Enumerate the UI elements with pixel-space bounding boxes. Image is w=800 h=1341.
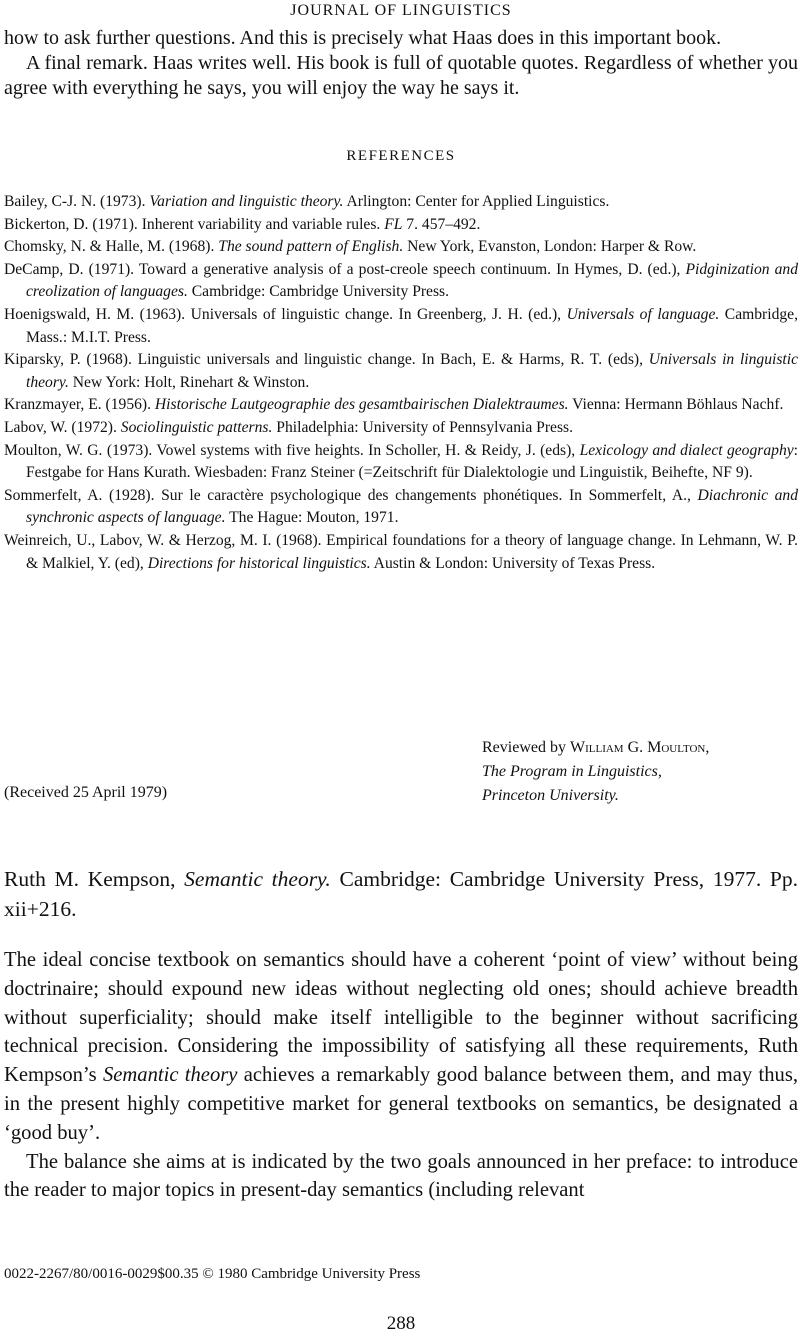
reference-entry bbox=[4, 530, 798, 575]
reference-entry bbox=[4, 485, 798, 530]
reference-entry bbox=[4, 191, 798, 214]
paragraph bbox=[4, 1148, 798, 1206]
running-head: JOURNAL OF LINGUISTICS bbox=[290, 2, 512, 19]
reviewer-affiliation: The Program in Linguistics, bbox=[482, 763, 662, 780]
italic-text: Directions for historical linguistics. bbox=[147, 554, 371, 572]
text-run: Moulton, W. G. (1973). Vowel systems with five heights. In Scholler, H. & Reidy, J. (eds), bbox=[4, 441, 580, 459]
reference-entry bbox=[4, 259, 798, 304]
text-run: New York: Holt, Rinehart & Winston. bbox=[68, 373, 310, 391]
intro-paragraphs bbox=[4, 26, 798, 101]
text-run: Cambridge: Cambridge University Press. bbox=[187, 283, 450, 301]
text-run: Arlington: Center for Applied Linguistics. bbox=[343, 193, 610, 210]
text-run: : Festgabe for Hans Kurath. Wiesbaden: Franz Steiner (=Zeitschrift für Dialektologie und Linguistik, Beihefte, NF 9). bbox=[26, 441, 799, 482]
text-run: Bailey, C-J. N. (1973). bbox=[4, 193, 150, 210]
text-run: Philadelphia: University of Pennsylvania Press. bbox=[272, 418, 573, 436]
reference-entry bbox=[4, 394, 798, 417]
reference-entry bbox=[4, 304, 798, 349]
paragraph bbox=[4, 946, 798, 1148]
text-run: Ruth M. Kempson, bbox=[4, 867, 185, 891]
text-run: The balance she aims at is indicated by the two goals announced in her preface: to introduce the reader to major topics in present-day semantics (including relevant bbox=[4, 1150, 798, 1202]
italic-text: Diachronic and synchronic aspects of language. bbox=[26, 486, 798, 527]
text-run: 7. 457–492. bbox=[402, 215, 481, 233]
review-body bbox=[4, 946, 798, 1205]
italic-text: The sound pattern of English. bbox=[218, 238, 404, 256]
text-run: achieves a remarkably good balance between them, and may thus, in the present highly competitive market for general textbooks on semantics, be designated a ‘good buy’. bbox=[4, 1064, 798, 1144]
text-run: DeCamp, D. (1971). Toward a generative analysis of a post-creole speech continuum. In Hymes, D. (ed.), bbox=[4, 260, 686, 278]
italic-text: Lexicology and dialect geography bbox=[579, 441, 794, 459]
text-run: Austin & London: University of Texas Press. bbox=[370, 554, 656, 572]
text-run: New York, Evanston, London: Harper & Row. bbox=[403, 238, 697, 256]
reviewer-institution: Princeton University. bbox=[482, 787, 619, 804]
reference-entry bbox=[4, 236, 798, 259]
reviewer-line bbox=[482, 736, 798, 760]
text-run: The Hague: Mouton, 1971. bbox=[225, 509, 399, 527]
italic-text: FL bbox=[384, 215, 403, 233]
text-run: A final remark. Haas writes well. His book is full of quotable quotes. Regardless of whether you agree with everything he says, you will enjoy the way he says it. bbox=[4, 52, 798, 99]
paragraph bbox=[4, 26, 798, 51]
text-run: Chomsky, N. & Halle, M. (1968). bbox=[4, 238, 219, 256]
text-run: Kiparsky, P. (1968). Linguistic universals and linguistic change. In Bach, E. & Harms, R. T. (eds), bbox=[4, 351, 649, 369]
text-run: Vienna: Hermann Böhlaus Nachf. bbox=[568, 396, 784, 414]
reference-entry bbox=[4, 417, 798, 440]
text-run: Kranzmayer, E. (1956). bbox=[4, 396, 155, 414]
reference-entry bbox=[4, 214, 798, 237]
text-run: how to ask further questions. And this is precisely what Haas does in this important book. bbox=[4, 27, 722, 49]
italic-text: Semantic theory. bbox=[184, 867, 331, 891]
text-run: Cambridge, Mass.: M.I.T. Press. bbox=[26, 305, 798, 346]
text-run: Labov, W. (1972). bbox=[4, 418, 121, 436]
copyright-footer: 0022-2267/80/0016-0029$00.35 © 1980 Cambridge University Press bbox=[4, 1266, 421, 1282]
italic-text: Pidginization and creolization of languages. bbox=[26, 260, 799, 301]
reviewer-prefix: Reviewed by bbox=[482, 739, 570, 756]
text-run: Hoenigswald, H. M. (1963). Universals of linguistic change. In Greenberg, J. H. (ed.), bbox=[4, 305, 567, 323]
references-heading: REFERENCES bbox=[346, 148, 456, 164]
italic-text: Universals of language. bbox=[566, 305, 720, 323]
reviewer-name: William G. Moulton, bbox=[569, 739, 710, 756]
italic-text: Variation and linguistic theory. bbox=[149, 193, 344, 210]
italic-text: Historische Lautgeographie des gesamtbairischen Dialektraumes. bbox=[154, 396, 569, 414]
text-run: Cambridge: Cambridge University Press, 1977. Pp. xii+216. bbox=[4, 867, 798, 921]
italic-text: Semantic theory bbox=[102, 1064, 238, 1087]
page-number: 288 bbox=[386, 1313, 416, 1334]
italic-text: Universals in linguistic theory. bbox=[26, 351, 798, 391]
text-run: Bickerton, D. (1971). Inherent variability and variable rules. bbox=[4, 215, 385, 233]
text-run: The ideal concise textbook on semantics should have a coherent ‘point of view’ without being doctrinaire; should expound new ideas without neglecting old ones; should achieve breadth without superficiality; should make itself intelligible to the beginner without sacrificing technical precision. Considering the impossibility of satisfying all these requirements, Ruth Kempson’s bbox=[4, 949, 798, 1087]
reference-entry bbox=[4, 440, 798, 485]
paragraph bbox=[4, 51, 798, 101]
text-run: Weinreich, U., Labov, W. & Herzog, M. I. (1968). Empirical foundations for a theory of language change. In Lehmann, W. P. & Malkiel, Y. (ed), bbox=[4, 531, 798, 572]
text-run: Sommerfelt, A. (1928). Sur le caractère psychologique des changements phonétiques. In Sommerfelt, A., bbox=[4, 486, 698, 504]
references-list bbox=[4, 191, 798, 575]
book-review-heading bbox=[4, 864, 798, 924]
reference-entry bbox=[4, 349, 798, 394]
italic-text: Sociolinguistic patterns. bbox=[120, 418, 273, 436]
received-date: (Received 25 April 1979) bbox=[4, 784, 168, 801]
